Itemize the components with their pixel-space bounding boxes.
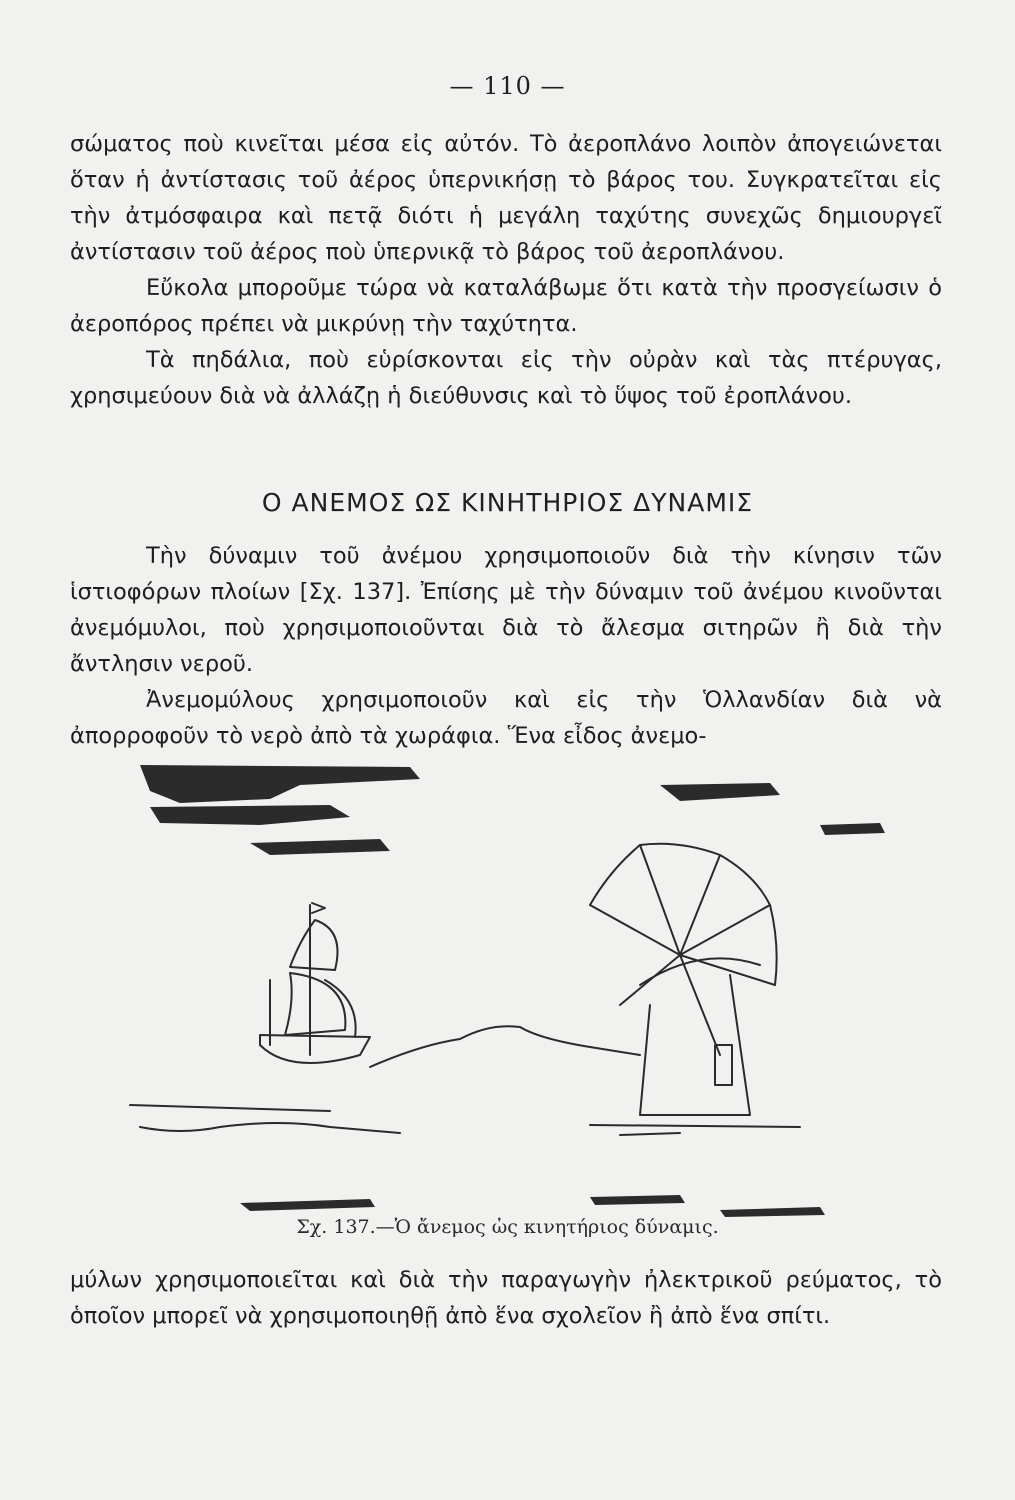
- windmill-sail: [590, 905, 680, 955]
- sea-streak: [240, 1199, 375, 1211]
- text-block-top: [70, 126, 942, 414]
- shore-line: [140, 1123, 400, 1133]
- windmill-tower: [640, 975, 750, 1115]
- sea-streak: [590, 1195, 685, 1205]
- windmill-sail: [620, 955, 680, 1005]
- ship-sail: [290, 920, 338, 970]
- paragraph: Τὰ πηδάλια, ποὺ εὑρίσκονται εἰς τὴν οὐρὰν καὶ τὰς πτέρυγας, χρησιμεύουν διὰ νὰ ἀλλάζῃ ἡ διεύθυνσις καὶ τὸ ὕψος τοῦ ἐροπλάνου.: [70, 347, 942, 409]
- island: [370, 1026, 640, 1067]
- windmill-sail: [680, 905, 770, 955]
- ship-flag: [312, 903, 325, 913]
- windmill-ship-illustration: [120, 755, 920, 1225]
- windmill-sail: [640, 845, 680, 955]
- ship-hull: [260, 1035, 370, 1063]
- section-heading: Ο ΑΝΕΜΟΣ ΩΣ ΚΙΝΗΤΗΡΙΟΣ ΔΥΝΑΜΙΣ: [261, 488, 754, 517]
- sky-streak: [660, 783, 780, 801]
- ship-sail: [325, 980, 356, 1037]
- paragraph: μύλων χρησιμοποιεῖται καὶ διὰ τὴν παραγωγὴν ἠλεκτρικοῦ ρεύματος, τὸ ὁποῖον μπορεῖ νὰ χρησιμοποιηθῇ ἀπὸ ἕνα σχολεῖον ἢ ἀπὸ ἕνα σπίτι.: [70, 1267, 942, 1329]
- figure-windmill-and-ship: [120, 755, 920, 1225]
- paragraph: Τὴν δύναμιν τοῦ ἀνέμου χρησιμοποιοῦν διὰ τὴν κίνησιν τῶν ἱστιοφόρων πλοίων [Σχ. 137]. Ἐπίσης μὲ τὴν δύναμιν τοῦ ἀνέμου κινοῦνται ἀνεμόμυλοι, ποὺ χρησιμοποιοῦνται διὰ τὸ ἄλεσμα σιτηρῶν ἢ διὰ τὴν ἄντλησιν νεροῦ.: [70, 543, 942, 677]
- sky-streak: [250, 839, 390, 855]
- text-block-middle: [70, 538, 942, 754]
- page-number: — 110 —: [449, 72, 566, 100]
- paragraph: Ἀνεμομύλους χρησιμοποιοῦν καὶ εἰς τὴν Ὁλλανδίαν διὰ νὰ ἀπορροφοῦν τὸ νερὸ ἀπὸ τὰ χωράφια. Ἕνα εἶδος ἀνεμο-: [70, 687, 942, 749]
- sky-streak: [820, 823, 885, 835]
- ship-sail: [285, 973, 345, 1035]
- shore-line: [130, 1105, 330, 1111]
- figure-caption: Σχ. 137.—Ὁ ἄνεμος ὡς κινητήριος δύναμις.: [296, 1216, 719, 1238]
- sky-streak: [150, 805, 350, 825]
- sky-streak: [140, 765, 420, 803]
- text-block-bottom: [70, 1262, 942, 1334]
- windmill-sail: [680, 955, 720, 1055]
- ground-line: [590, 1125, 800, 1127]
- paragraph: Εὔκολα μποροῦμε τώρα νὰ καταλάβωμε ὅτι κατὰ τὴν προσγείωσιν ὁ ἀεροπόρος πρέπει νὰ μικρύνῃ τὴν ταχύτητα.: [70, 275, 942, 337]
- paragraph: σώματος ποὺ κινεῖται μέσα εἰς αὐτόν. Τὸ ἀεροπλάνο λοιπὸν ἀπογειώνεται ὅταν ἡ ἀντίστασις τοῦ ἀέρος ὑπερνικήσῃ τὸ βάρος του. Συγκρατεῖται εἰς τὴν ἀτμόσφαιρα καὶ πετᾷ διότι ἡ μεγάλη ταχύτης συνεχῶς δημιουργεῖ ἀντίστασιν τοῦ ἀέρος ποὺ ὑπερνικᾷ τὸ βάρος τοῦ ἀεροπλάνου.: [70, 131, 942, 265]
- ground-line: [620, 1133, 680, 1135]
- windmill-sail: [680, 855, 720, 955]
